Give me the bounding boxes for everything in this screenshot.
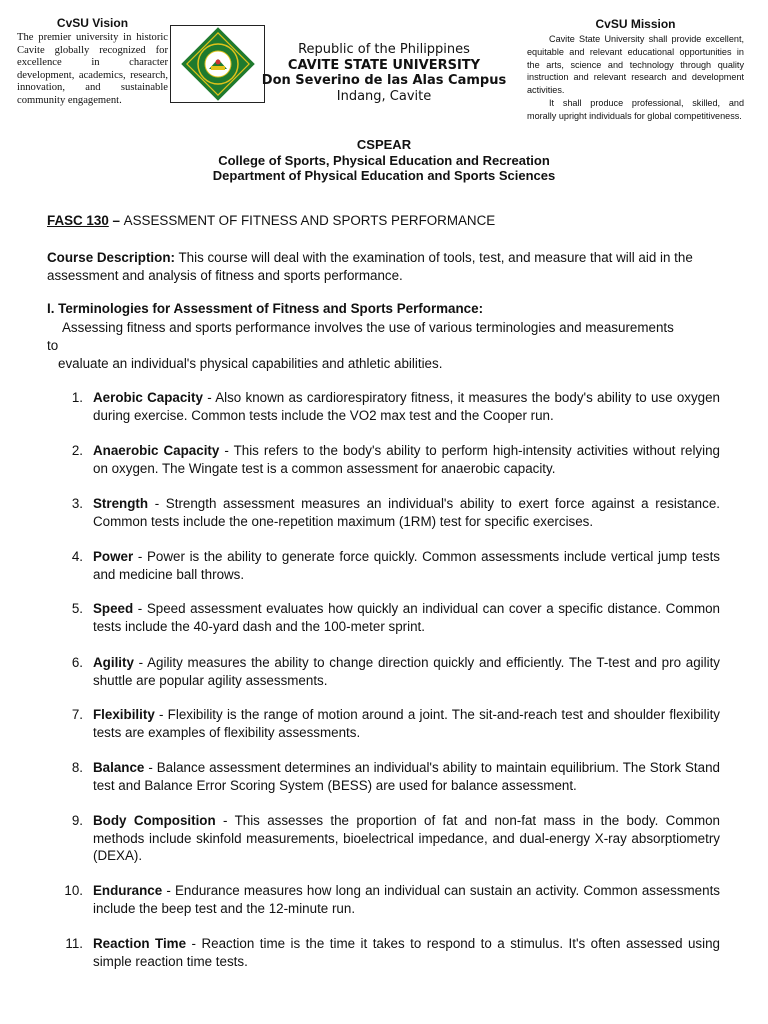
list-item bbox=[47, 389, 720, 424]
term-name: Power bbox=[93, 549, 134, 564]
term-definition: - Power is the ability to generate force quickly. Common assessments include vertical jump tests and medicine ball throws. bbox=[93, 549, 720, 582]
item-number: 7. bbox=[71, 707, 83, 722]
item-number: 10. bbox=[64, 883, 83, 898]
list-item bbox=[47, 600, 720, 635]
campus-name: Don Severino de las Alas Campus bbox=[261, 73, 507, 88]
item-number: 9. bbox=[71, 813, 83, 828]
republic-line: Republic of the Philippines bbox=[298, 42, 470, 57]
term-name: Endurance bbox=[93, 883, 163, 898]
term-name: Agility bbox=[93, 655, 134, 670]
mission-title: CvSU Mission bbox=[595, 17, 676, 31]
college-header bbox=[0, 137, 768, 184]
term-definition: - Flexibility is the range of motion around a joint. The sit-and-reach test and shoulder flexibility tests are examples of flexibility assessments. bbox=[93, 707, 720, 740]
term-name: Flexibility bbox=[93, 707, 155, 722]
intro-line-2: to bbox=[47, 337, 59, 353]
department-name: Department of Physical Education and Sports Sciences bbox=[212, 168, 556, 183]
list-item bbox=[47, 935, 720, 970]
list-item bbox=[47, 706, 720, 741]
term-definition: - Balance assessment determines an individual's ability to maintain equilibrium. The Stork Stand test and Balance Error Scoring System (BESS) are used for balance assessment. bbox=[93, 760, 720, 793]
mission-text-2: It shall produce professional, skilled, and morally upright individuals for global competitiveness. bbox=[527, 97, 744, 121]
item-number: 5. bbox=[71, 601, 83, 616]
term-name: Speed bbox=[93, 601, 134, 616]
vision-title: CvSU Vision bbox=[56, 16, 129, 30]
list-item bbox=[47, 759, 720, 794]
college-abbr: CSPEAR bbox=[356, 137, 412, 152]
term-name: Reaction Time bbox=[93, 936, 187, 951]
college-name: College of Sports, Physical Education and Recreation bbox=[218, 152, 550, 168]
course-description-label: Course Description: bbox=[47, 250, 175, 265]
list-item bbox=[47, 882, 720, 917]
intro-line-1: Assessing fitness and sports performance involves the use of various terminologies and measurements bbox=[62, 320, 674, 335]
term-name: Aerobic Capacity bbox=[93, 390, 203, 405]
list-item bbox=[47, 812, 720, 865]
course-code: FASC 130 bbox=[47, 213, 109, 228]
university-name: CAVITE STATE UNIVERSITY bbox=[287, 57, 481, 73]
list-item bbox=[47, 548, 720, 583]
term-definition: - This assesses the proportion of fat and non-fat mass in the body. Common methods include skinfold measurements, bioelectrical impedance, and dual-energy X-ray absorptiometry (DEXA). bbox=[93, 813, 720, 864]
mission-text-1: Cavite State University shall provide excellent, equitable and relevant educational opportunities in the arts, science and technology through quality instruction and relevant research and development activities. bbox=[527, 34, 744, 96]
mission-block bbox=[527, 17, 744, 123]
section-intro bbox=[47, 319, 737, 372]
term-definition: - Reaction time is the time it takes to respond to a stimulus. It's often assessed using simple reaction time tests. bbox=[93, 936, 720, 969]
term-name: Body Composition bbox=[93, 813, 216, 828]
item-number: 1. bbox=[71, 390, 83, 405]
term-name: Anaerobic Capacity bbox=[93, 443, 220, 458]
vision-block bbox=[17, 16, 168, 108]
term-definition: - Also known as cardiorespiratory fitness, it measures the body's ability to use oxygen during exercise. Common tests include the VO2 max test and the Cooper run. bbox=[93, 390, 720, 423]
term-definition: - Speed assessment evaluates how quickly an individual can cover a specific distance. Common tests include the 40-yard dash and the 100-meter sprint. bbox=[93, 601, 720, 634]
term-definition: - Endurance measures how long an individual can sustain an activity. Common assessments include the beep test and the 12-minute run. bbox=[93, 883, 720, 916]
section-heading: I. Terminologies for Assessment of Fitness and Sports Performance: bbox=[47, 301, 484, 316]
item-number: 8. bbox=[71, 760, 83, 775]
item-number: 11. bbox=[65, 936, 83, 951]
term-name: Strength bbox=[93, 496, 149, 511]
list-item bbox=[47, 495, 720, 530]
course-title-line bbox=[47, 213, 720, 228]
university-header bbox=[250, 42, 518, 104]
course-title: ASSESSMENT OF FITNESS AND SPORTS PERFORMANCE bbox=[123, 213, 496, 228]
vision-text: The premier university in historic Cavite globally recognized for excellence in character development, academics, research, innovation, and sustainable community engagement. bbox=[17, 32, 168, 106]
course-dash: – bbox=[108, 213, 124, 228]
item-number: 4. bbox=[71, 549, 83, 564]
term-name: Balance bbox=[93, 760, 145, 775]
course-description-text: This course will deal with the examination of tools, test, and measure that will aid in the assessment and analysis of fitness and sports performance. bbox=[47, 250, 693, 283]
course-description bbox=[47, 249, 720, 284]
intro-line-3: evaluate an individual's physical capabilities and athletic abilities. bbox=[58, 355, 443, 371]
list-item bbox=[47, 442, 720, 477]
term-definition: - This refers to the body's ability to perform high-intensity activities without relying on oxygen. The Wingate test is a common assessment for anaerobic capacity. bbox=[93, 443, 720, 476]
item-number: 2. bbox=[71, 443, 83, 458]
location: Indang, Cavite bbox=[336, 88, 432, 104]
list-item bbox=[47, 654, 720, 689]
item-number: 3. bbox=[71, 496, 83, 511]
term-definition: - Agility measures the ability to change direction quickly and efficiently. The T-test and pro agility shuttle are popular agility assessments. bbox=[93, 655, 720, 688]
term-definition: - Strength assessment measures an individual's ability to exert force against a resistance. Common tests include the one-repetition maximum (1RM) test for specific exercises. bbox=[93, 496, 720, 529]
item-number: 6. bbox=[71, 655, 83, 670]
